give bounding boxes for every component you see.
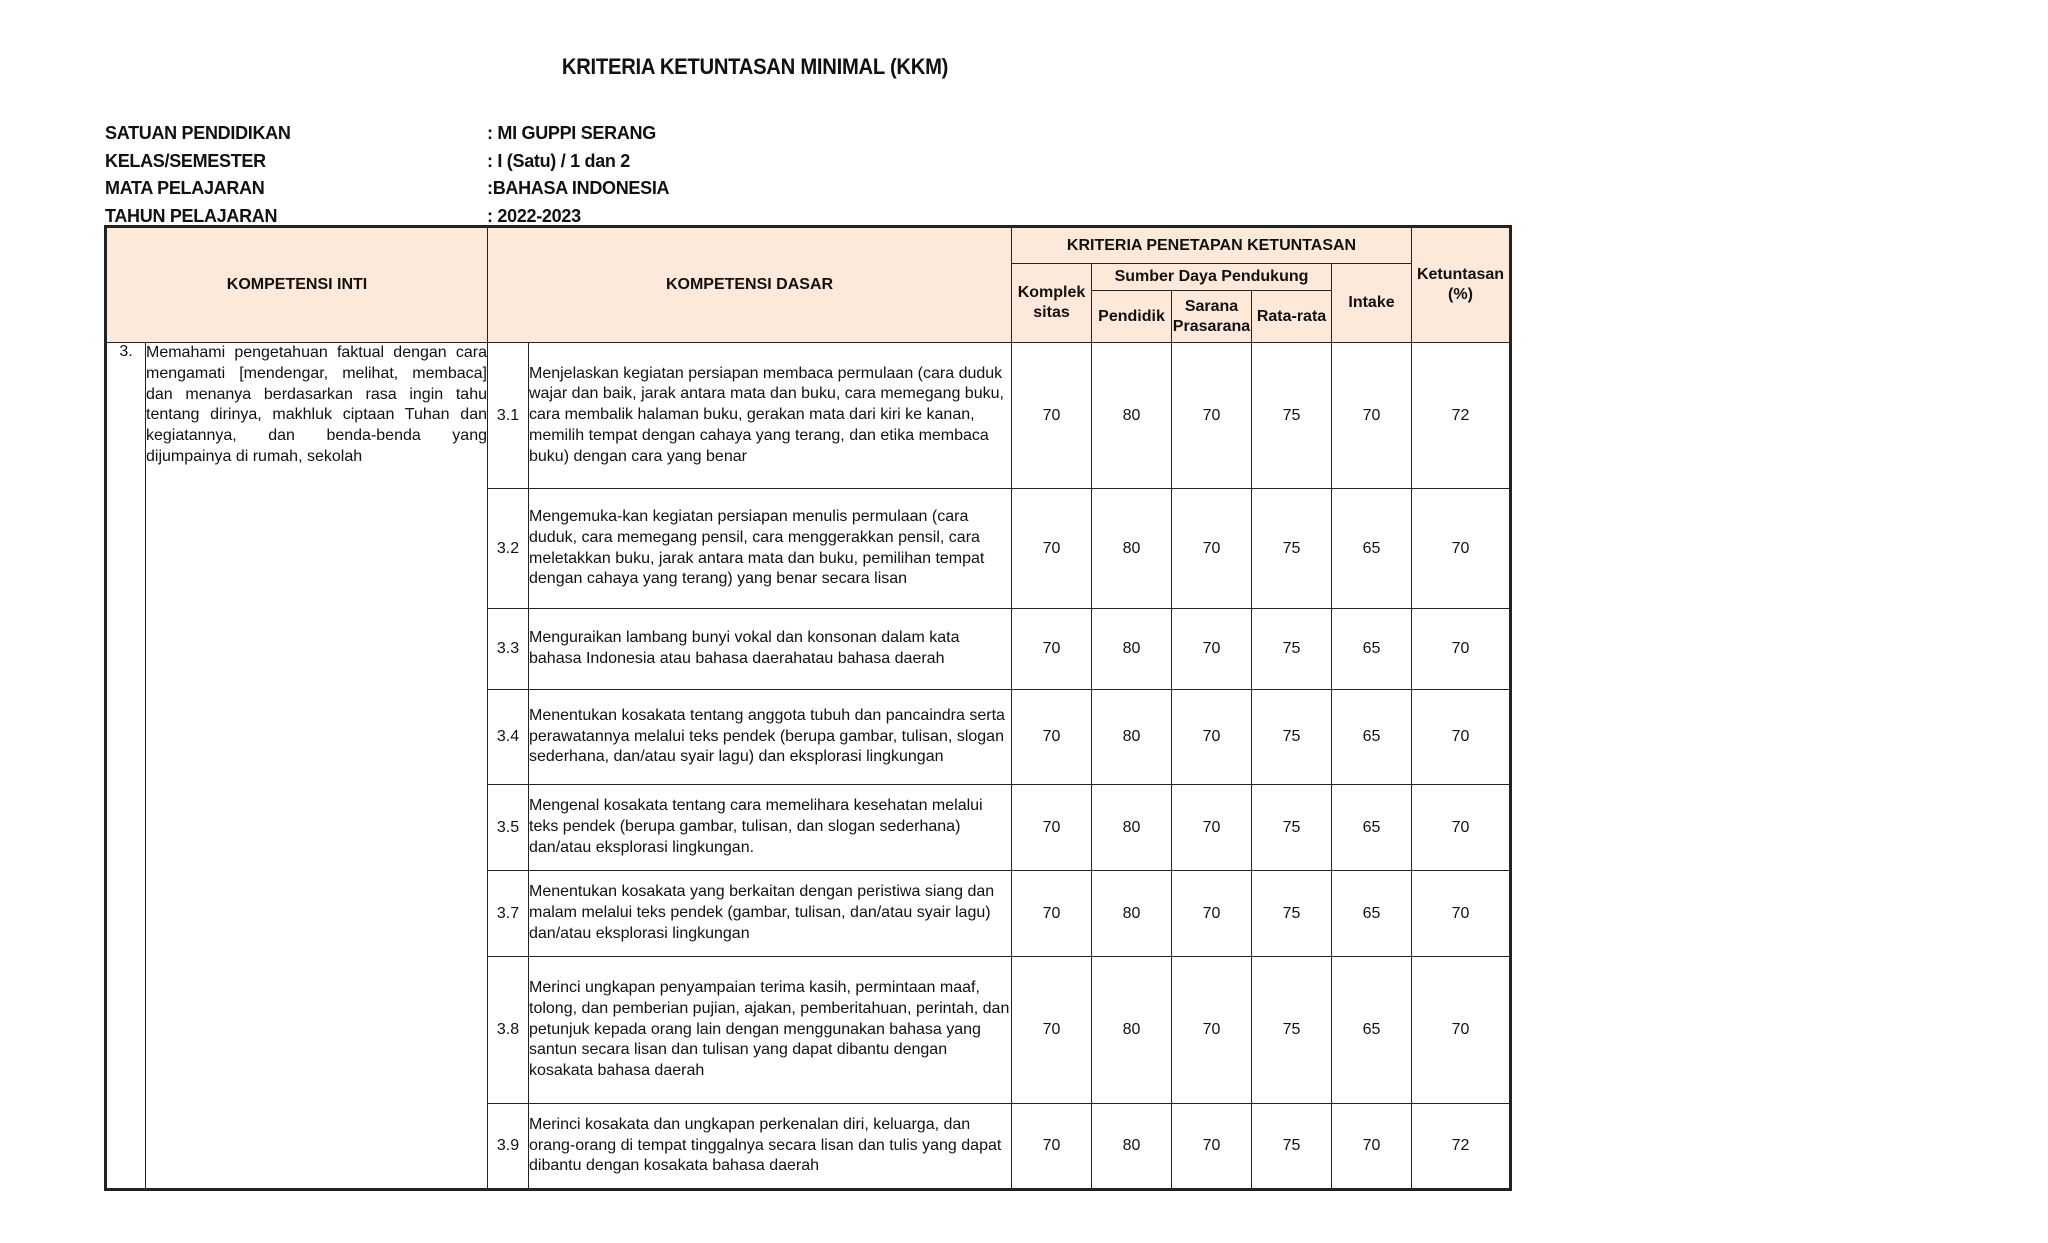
cell-pendidik: 80 xyxy=(1092,957,1172,1104)
cell-ratarata: 75 xyxy=(1252,785,1332,871)
cell-ratarata: 75 xyxy=(1252,489,1332,609)
cell-ketuntasan: 70 xyxy=(1412,957,1511,1104)
kd-text: Menentukan kosakata yang berkaitan dengan peristiwa siang dan malam melalui teks pendek (gambar, tulisan, dan/atau syair lagu) dan/atau eksplorasi lingkungan xyxy=(529,871,1012,957)
cell-intake: 65 xyxy=(1332,489,1412,609)
kd-number: 3.8 xyxy=(488,957,529,1104)
kd-number: 3.1 xyxy=(488,343,529,489)
cell-ratarata: 75 xyxy=(1252,957,1332,1104)
cell-ketuntasan: 70 xyxy=(1412,489,1511,609)
table-row xyxy=(106,343,1511,489)
cell-ratarata: 75 xyxy=(1252,609,1332,690)
cell-pendidik: 80 xyxy=(1092,690,1172,785)
cell-sarana: 70 xyxy=(1172,343,1252,489)
cell-intake: 70 xyxy=(1332,343,1412,489)
cell-intake: 65 xyxy=(1332,609,1412,690)
kd-text: Menentukan kosakata tentang anggota tubuh dan pancaindra serta perawatannya melalui teks pendek (berupa gambar, tulisan, slogan sederhana, dan/atau syair lagu) dan eksplorasi lingkungan xyxy=(529,690,1012,785)
cell-kompleksitas: 70 xyxy=(1012,489,1092,609)
cell-sarana: 70 xyxy=(1172,957,1252,1104)
meta-key: SATUAN PENDIDIKAN xyxy=(105,123,291,144)
cell-intake: 65 xyxy=(1332,690,1412,785)
meta-row-satuan xyxy=(105,120,669,148)
header-kompetensi-dasar: KOMPETENSI DASAR xyxy=(488,227,1012,343)
cell-pendidik: 80 xyxy=(1092,785,1172,871)
kd-number: 3.7 xyxy=(488,871,529,957)
meta-value: : MI GUPPI SERANG xyxy=(487,123,656,144)
meta-key: MATA PELAJARAN xyxy=(105,178,265,199)
cell-kompleksitas: 70 xyxy=(1012,785,1092,871)
meta-row-mapel xyxy=(105,175,669,203)
meta-key: KELAS/SEMESTER xyxy=(105,150,266,171)
cell-intake: 65 xyxy=(1332,785,1412,871)
cell-ketuntasan: 70 xyxy=(1412,690,1511,785)
cell-sarana: 70 xyxy=(1172,871,1252,957)
kd-number: 3.3 xyxy=(488,609,529,690)
cell-ratarata: 75 xyxy=(1252,343,1332,489)
kd-number: 3.2 xyxy=(488,489,529,609)
kd-text: Mengenal kosakata tentang cara memelihara kesehatan melalui teks pendek (berupa gambar, tulisan, dan slogan sederhana) dan/atau eksplorasi lingkungan. xyxy=(529,785,1012,871)
kd-number: 3.4 xyxy=(488,690,529,785)
document-meta xyxy=(105,120,669,230)
kd-text: Merinci kosakata dan ungkapan perkenalan diri, keluarga, dan orang-orang di tempat tinggalnya secara lisan dan tulis yang dapat dibantu dengan kosakata bahasa daerah xyxy=(529,1104,1012,1190)
cell-kompleksitas: 70 xyxy=(1012,957,1092,1104)
header-kompleksitas: Komplek sitas xyxy=(1012,264,1092,343)
kkm-table xyxy=(104,225,1512,1191)
cell-pendidik: 80 xyxy=(1092,343,1172,489)
meta-key: TAHUN PELAJARAN xyxy=(105,205,278,226)
cell-ketuntasan: 72 xyxy=(1412,343,1511,489)
cell-kompleksitas: 70 xyxy=(1012,690,1092,785)
meta-value: : I (Satu) / 1 dan 2 xyxy=(487,150,631,171)
cell-ketuntasan: 70 xyxy=(1412,785,1511,871)
cell-pendidik: 80 xyxy=(1092,1104,1172,1190)
cell-kompleksitas: 70 xyxy=(1012,609,1092,690)
ki-number: 3. xyxy=(106,343,146,1190)
header-kriteria: KRITERIA PENETAPAN KETUNTASAN xyxy=(1012,227,1412,264)
cell-sarana: 70 xyxy=(1172,609,1252,690)
header-pendidik: Pendidik xyxy=(1092,291,1172,343)
kd-text: Mengemuka-kan kegiatan persiapan menulis permulaan (cara duduk, cara memegang pensil, cara menggerakkan pensil, cara meletakkan buku, jarak antara mata dan buku, pemilihan tempat dengan cahaya yang terang) yang benar secara lisan xyxy=(529,489,1012,609)
header-ratarata: Rata-rata xyxy=(1252,291,1332,343)
kd-text: Menguraikan lambang bunyi vokal dan konsonan dalam kata bahasa Indonesia atau bahasa daerahatau bahasa daerah xyxy=(529,609,1012,690)
kd-text: Merinci ungkapan penyampaian terima kasih, permintaan maaf, tolong, dan pemberian pujian, ajakan, pemberitahuan, perintah, dan petunjuk kepada orang lain dengan menggunakan bahasa yang santun secara lisan dan tulisan yang dapat dibantu dengan kosakata bahasa daerah xyxy=(529,957,1012,1104)
cell-sarana: 70 xyxy=(1172,489,1252,609)
header-ketuntasan: Ketuntasan (%) xyxy=(1412,227,1511,343)
cell-intake: 70 xyxy=(1332,1104,1412,1190)
ki-text: Memahami pengetahuan faktual dengan cara mengamati [mendengar, melihat, membaca] dan menanya berdasarkan rasa ingin tahu tentang dirinya, makhluk ciptaan Tuhan dan kegiatannya, dan benda-benda yang dijumpainya di rumah, sekolah xyxy=(146,343,488,1190)
meta-value: :BAHASA INDONESIA xyxy=(487,178,670,199)
cell-sarana: 70 xyxy=(1172,1104,1252,1190)
cell-ketuntasan: 72 xyxy=(1412,1104,1511,1190)
cell-ratarata: 75 xyxy=(1252,1104,1332,1190)
cell-pendidik: 80 xyxy=(1092,489,1172,609)
meta-value: : 2022-2023 xyxy=(487,205,581,226)
cell-kompleksitas: 70 xyxy=(1012,871,1092,957)
meta-row-kelas xyxy=(105,148,669,176)
cell-pendidik: 80 xyxy=(1092,871,1172,957)
header-kompetensi-inti: KOMPETENSI INTI xyxy=(106,227,488,343)
header-intake: Intake xyxy=(1332,264,1412,343)
header-sumber-daya: Sumber Daya Pendukung xyxy=(1092,264,1332,291)
document-title: KRITERIA KETUNTASAN MINIMAL (KKM) xyxy=(561,54,949,79)
kd-text: Menjelaskan kegiatan persiapan membaca permulaan (cara duduk wajar dan baik, jarak antara mata dan buku, cara memegang buku, cara membalik halaman buku, gerakan mata dari kiri ke kanan, memilih tempat dengan cahaya yang terang, dan etika membaca buku) dengan cara yang benar xyxy=(529,343,1012,489)
cell-pendidik: 80 xyxy=(1092,609,1172,690)
cell-kompleksitas: 70 xyxy=(1012,343,1092,489)
cell-intake: 65 xyxy=(1332,957,1412,1104)
kd-number: 3.9 xyxy=(488,1104,529,1190)
cell-sarana: 70 xyxy=(1172,690,1252,785)
cell-intake: 65 xyxy=(1332,871,1412,957)
kd-number: 3.5 xyxy=(488,785,529,871)
cell-ketuntasan: 70 xyxy=(1412,609,1511,690)
cell-ratarata: 75 xyxy=(1252,871,1332,957)
cell-ketuntasan: 70 xyxy=(1412,871,1511,957)
cell-sarana: 70 xyxy=(1172,785,1252,871)
cell-kompleksitas: 70 xyxy=(1012,1104,1092,1190)
cell-ratarata: 75 xyxy=(1252,690,1332,785)
header-sarana: Sarana Prasarana xyxy=(1172,291,1252,343)
